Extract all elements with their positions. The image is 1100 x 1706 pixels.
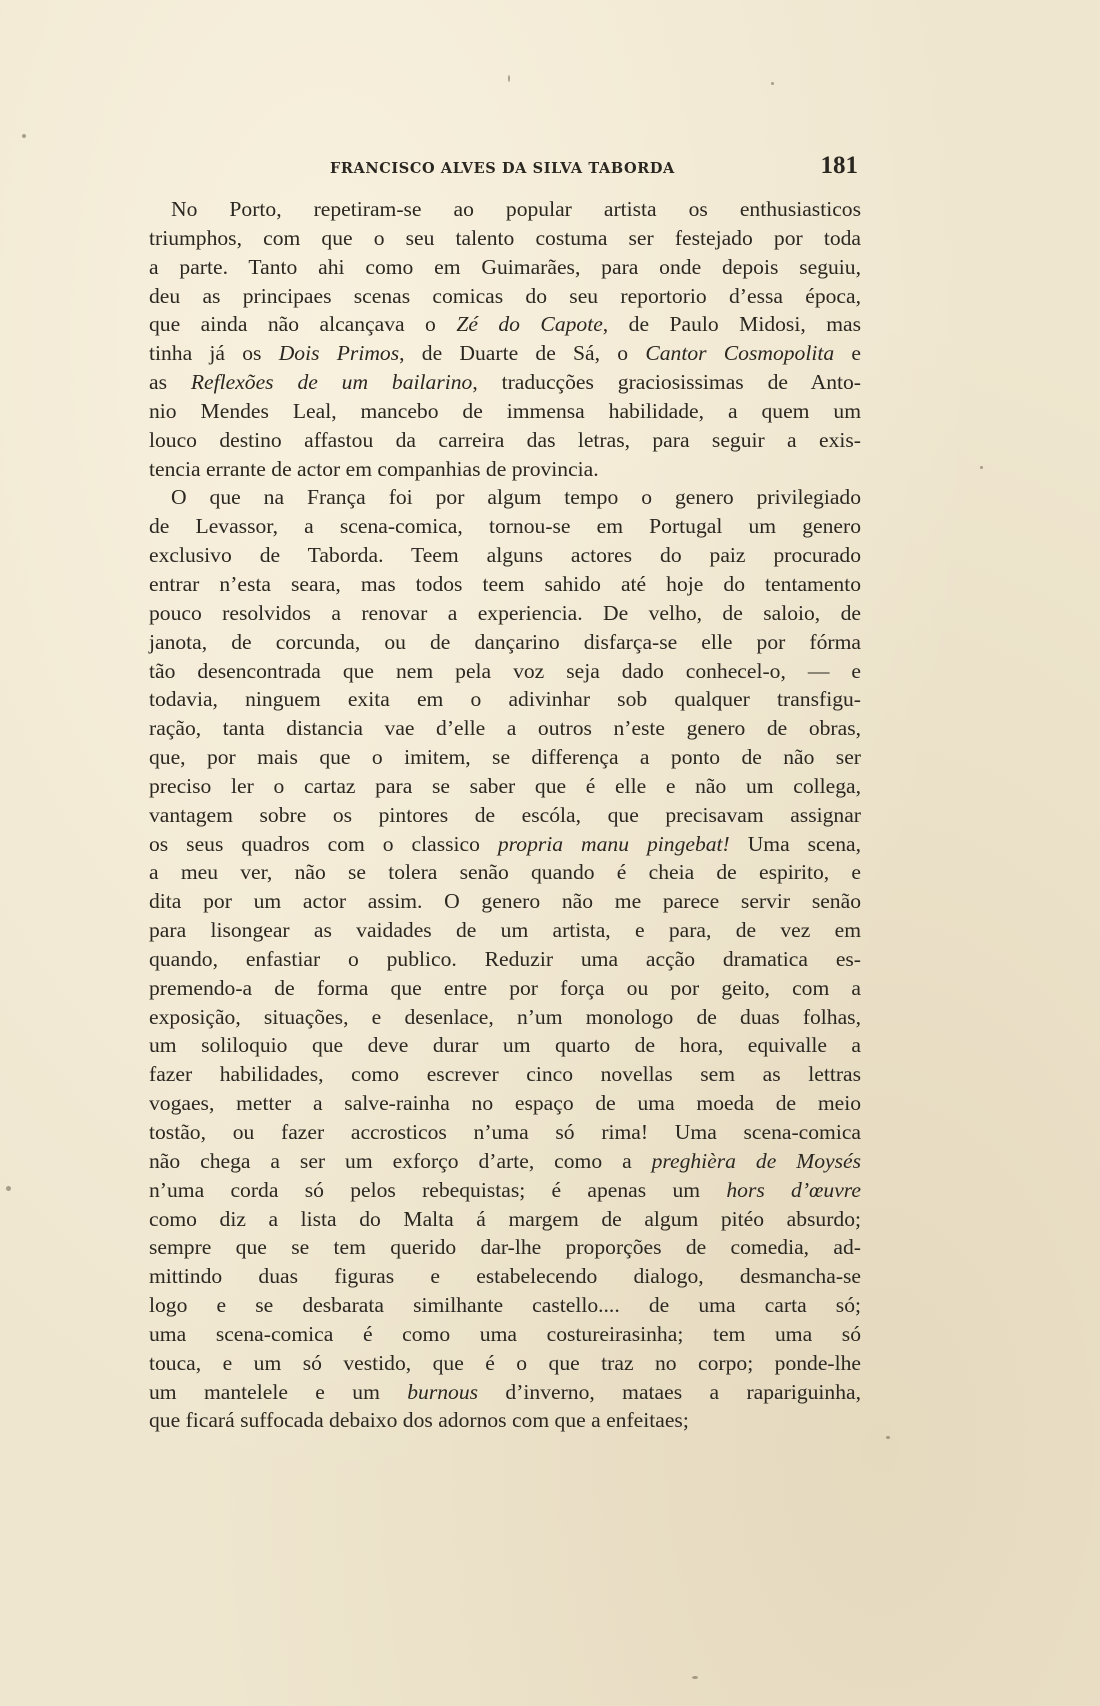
body-text <box>149 195 861 1435</box>
text-line <box>149 1089 861 1118</box>
paper-speck <box>771 82 774 85</box>
text-run: Uma scena, <box>729 831 862 856</box>
paper-speck <box>508 75 510 82</box>
text-run: a parte. Tanto ahi como em Guimarães, para onde depois seguiu, <box>149 254 861 279</box>
running-head <box>150 150 860 186</box>
text-line <box>149 1003 861 1032</box>
text-run: como diz a lista do Malta á margem de algum pitéo absurdo; <box>149 1206 861 1231</box>
text-run: exclusivo de Taborda. Teem alguns actores do paiz procurado <box>149 543 861 568</box>
paper-speck <box>6 1186 11 1191</box>
text-line <box>149 887 861 916</box>
text-run: touca, e um só vestido, que é o que traz no corpo; ponde-lhe <box>149 1350 861 1375</box>
text-run: quando, enfastiar o publico. Reduzir uma acção dramatica es- <box>149 946 861 971</box>
text-line <box>149 570 861 599</box>
italic-title: Reflexões de um bailarino <box>190 370 473 395</box>
text-line <box>149 1262 861 1291</box>
text-run: pouco resolvidos a renovar a experiencia. De velho, de saloio, de <box>149 600 861 625</box>
text-run: a meu ver, não se tolera senão quando é cheia de espirito, e <box>149 860 861 885</box>
text-line <box>149 657 861 686</box>
italic-title: Dois Primos <box>278 341 400 366</box>
text-line <box>149 772 861 801</box>
paper-speck <box>692 1676 698 1679</box>
text-line <box>149 397 861 426</box>
text-line <box>149 1233 861 1262</box>
text-run: O que na França foi por algum tempo o genero privilegiado <box>171 485 861 510</box>
paper-speck <box>886 1436 890 1439</box>
text-run: dita por um actor assim. O genero não me parece servir senão <box>149 889 861 914</box>
text-line <box>149 801 861 830</box>
text-line <box>149 1349 861 1378</box>
text-run: , de Duarte de Sá, o <box>399 341 646 366</box>
text-run: louco destino affastou da carreira das letras, para seguir a exis- <box>149 427 861 452</box>
text-run: tinha já os <box>149 341 279 366</box>
text-line <box>149 1320 861 1349</box>
text-run: tão desencontrada que nem pela voz seja dado conhecel-o, — e <box>149 658 861 683</box>
italic-title: Cantor Cosmopolita <box>645 341 835 366</box>
text-run: um mantelele e um <box>149 1379 408 1404</box>
text-line <box>149 945 861 974</box>
text-line <box>149 253 861 282</box>
text-run: não chega a ser um exforço d’arte, como a <box>149 1148 652 1173</box>
text-run: que ficará suffocada debaixo dos adornos com que a enfeitaes; <box>149 1408 689 1433</box>
text-line <box>149 1205 861 1234</box>
text-run: entrar n’esta seara, mas todos teem sahido até hoje do tentamento <box>149 571 861 596</box>
text-run: exposição, situações, e desenlace, n’um monologo de duas folhas, <box>149 1004 861 1029</box>
text-line <box>149 195 861 224</box>
italic-title: propria manu pingebat! <box>497 831 730 856</box>
text-line <box>149 685 861 714</box>
text-line <box>149 512 861 541</box>
text-line <box>149 1291 861 1320</box>
text-line <box>149 1118 861 1147</box>
paper-speck <box>980 466 983 469</box>
text-run: premendo-a de forma que entre por força ou por geito, com a <box>149 975 861 1000</box>
text-run: , traducções graciosissimas de Anto- <box>472 370 861 395</box>
text-run: deu as principaes scenas comicas do seu reportorio d’essa época, <box>149 283 861 308</box>
text-line <box>149 628 861 657</box>
italic-title: hors d’œuvre <box>726 1177 861 1202</box>
text-run: sempre que se tem querido dar-lhe proporções de comedia, ad- <box>149 1235 861 1260</box>
text-run: tencia errante de actor em companhias de provincia. <box>149 456 599 481</box>
italic-title: burnous <box>407 1379 479 1404</box>
text-line <box>149 1031 861 1060</box>
text-line <box>149 455 861 484</box>
text-line <box>149 830 861 859</box>
text-line <box>149 224 861 253</box>
text-run: os seus quadros com o classico <box>149 831 498 856</box>
text-line <box>149 974 861 1003</box>
text-run: , de Paulo Midosi, mas <box>602 312 861 337</box>
text-line <box>149 1060 861 1089</box>
text-run: fazer habilidades, como escrever cinco novellas sem as lettras <box>149 1062 861 1087</box>
paragraph <box>149 195 861 483</box>
text-line <box>149 743 861 772</box>
page-number: 181 <box>820 152 858 179</box>
text-run: n’uma corda só pelos rebequistas; é apenas um <box>149 1177 727 1202</box>
text-line <box>149 1147 861 1176</box>
text-run: ração, tanta distancia vae d’elle a outros n’este genero de obras, <box>149 716 861 741</box>
paragraph <box>149 483 861 1435</box>
text-run: nio Mendes Leal, mancebo de immensa habilidade, a quem um <box>149 398 861 423</box>
header-title: FRANCISCO ALVES DA SILVA TABORDA <box>330 160 675 177</box>
text-line <box>149 483 861 512</box>
text-line <box>149 1378 861 1407</box>
text-run: um soliloquio que deve durar um quarto de hora, equivalle a <box>149 1033 861 1058</box>
text-run: e <box>834 341 861 366</box>
text-run: mittindo duas figuras e estabelecendo dialogo, desmancha-se <box>149 1264 861 1289</box>
text-run: que, por mais que o imitem, se differença a ponto de não ser <box>149 745 861 770</box>
italic-title: Zé do Capote <box>456 312 603 337</box>
text-run: triumphos, com que o seu talento costuma ser festejado por toda <box>149 225 861 250</box>
text-line <box>149 1176 861 1205</box>
italic-title: preghièra de Moysés <box>651 1148 861 1173</box>
text-line <box>149 916 861 945</box>
text-run: vogaes, metter a salve-rainha no espaço de uma moeda de meio <box>149 1091 861 1116</box>
text-line <box>149 310 861 339</box>
paper-speck <box>22 134 26 138</box>
text-line <box>149 714 861 743</box>
text-run: uma scena-comica é como uma costureirasinha; tem uma só <box>149 1321 861 1346</box>
text-line <box>149 339 861 368</box>
text-run: que ainda não alcançava o <box>149 312 457 337</box>
text-line <box>149 858 861 887</box>
text-run: d’inverno, mataes a rapariguinha, <box>478 1379 861 1404</box>
text-line <box>149 599 861 628</box>
text-line <box>149 426 861 455</box>
text-run: logo e se desbarata similhante castello.... de uma carta só; <box>149 1293 861 1318</box>
text-line <box>149 541 861 570</box>
text-line <box>149 282 861 311</box>
text-run: preciso ler o cartaz para se saber que é elle e não um collega, <box>149 773 861 798</box>
text-run: as <box>149 370 191 395</box>
text-run: tostão, ou fazer accrosticos n’uma só rima! Uma scena-comica <box>149 1120 861 1144</box>
text-run: vantagem sobre os pintores de escóla, que precisavam assignar <box>149 802 861 827</box>
text-run: de Levassor, a scena-comica, tornou-se em Portugal um genero <box>149 514 861 539</box>
text-line <box>149 368 861 397</box>
text-run: No Porto, repetiram-se ao popular artista os enthusiasticos <box>171 197 861 221</box>
text-run: para lisongear as vaidades de um artista, e para, de vez em <box>149 918 861 943</box>
text-run: todavia, ninguem exita em o adivinhar sob qualquer transfigu- <box>149 687 861 712</box>
text-run: janota, de corcunda, ou de dançarino disfarça-se elle por fórma <box>149 629 861 654</box>
text-line <box>149 1406 861 1435</box>
